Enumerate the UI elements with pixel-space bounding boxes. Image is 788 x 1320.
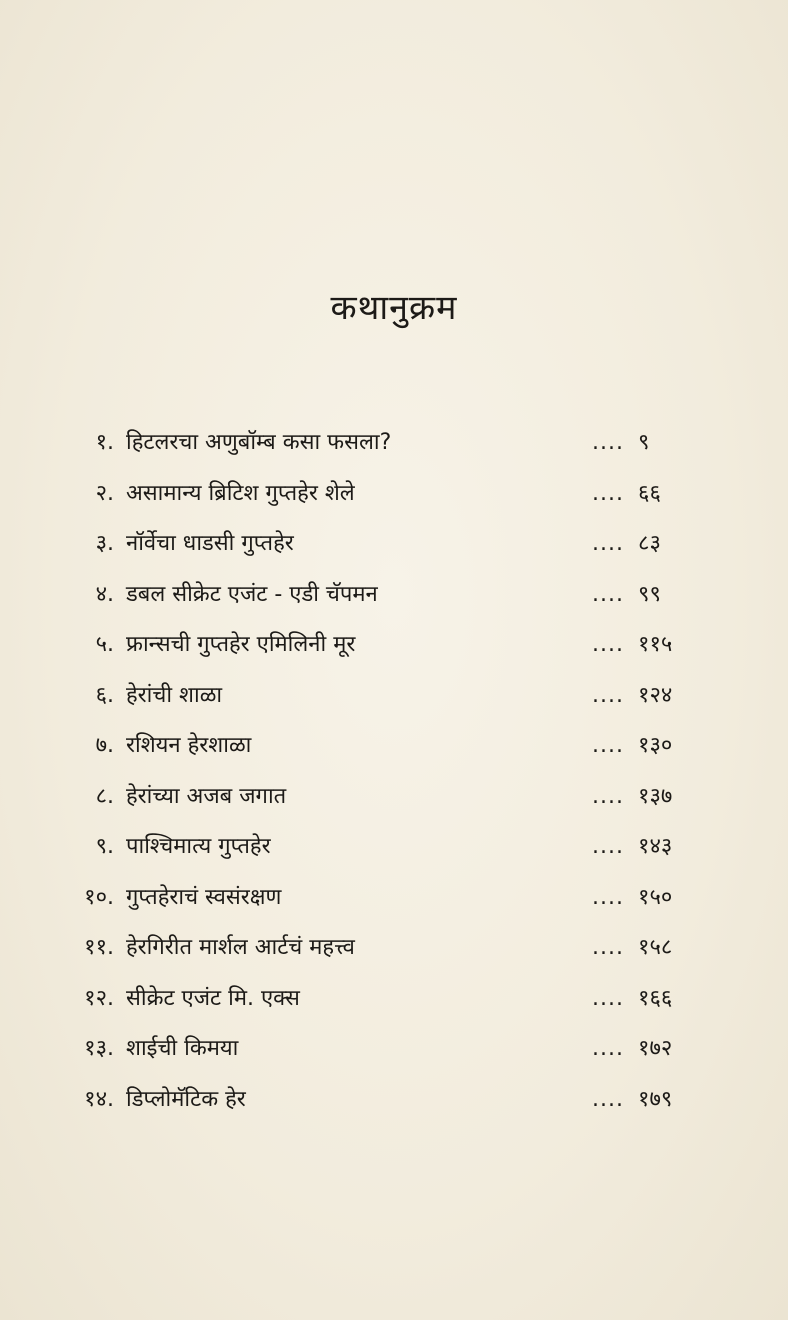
toc-entry-page: १५० xyxy=(638,884,673,910)
toc-entry-number: २. xyxy=(95,480,114,506)
toc-entry-title: हेरांच्या अजब जगात xyxy=(126,783,287,809)
toc-entry-4 xyxy=(0,570,788,621)
toc-entry-1 xyxy=(0,418,788,469)
toc-entry-page: १२४ xyxy=(638,682,673,708)
toc-entry-page: १७९ xyxy=(638,1086,673,1112)
toc-leader-dots: .... xyxy=(592,733,624,758)
toc-leader-dots: .... xyxy=(592,1036,624,1061)
toc-entry-number: ११. xyxy=(84,935,114,960)
toc-entry-13 xyxy=(0,1024,788,1075)
toc-entry-title: असामान्य ब्रिटिश गुप्तहेर शेले xyxy=(126,480,355,506)
toc-entry-page: १४३ xyxy=(638,834,673,859)
toc-entry-2 xyxy=(0,469,788,520)
toc-entry-number: १४. xyxy=(84,1086,114,1112)
toc-entry-title: सीक्रेट एजंट मि. एक्स xyxy=(126,985,300,1011)
toc-entry-page: ९९ xyxy=(638,581,661,607)
toc-entry-title: डबल सीक्रेट एजंट - एडी चॅपमन xyxy=(126,581,378,607)
toc-leader-dots: .... xyxy=(592,632,624,657)
toc-entry-title: शाईची किमया xyxy=(126,1036,239,1061)
toc-leader-dots: .... xyxy=(592,834,624,859)
toc-entry-title: पाश्चिमात्य गुप्तहेर xyxy=(126,834,271,859)
toc-leader-dots: .... xyxy=(592,430,624,455)
toc-entry-number: १. xyxy=(95,430,114,455)
toc-entry-6 xyxy=(0,671,788,722)
toc-entry-title: रशियन हेरशाळा xyxy=(126,733,252,758)
toc-entry-title: डिप्लोमॅटिक हेर xyxy=(126,1086,246,1112)
toc-entry-page: ११५ xyxy=(638,632,673,657)
toc-leader-dots: .... xyxy=(592,884,624,910)
toc-entry-8 xyxy=(0,772,788,823)
toc-leader-dots: .... xyxy=(592,480,624,506)
toc-entry-9 xyxy=(0,822,788,873)
toc-entry-12 xyxy=(0,974,788,1025)
toc-entry-title: नॉर्वेचा धाडसी गुप्तहेर xyxy=(126,531,294,556)
page-title: कथानुक्रम xyxy=(330,288,458,328)
toc-entry-page: १३० xyxy=(638,733,673,758)
toc-entry-page: १६६ xyxy=(638,985,673,1011)
toc-leader-dots: .... xyxy=(592,682,624,708)
toc-entry-number: ७. xyxy=(95,733,114,758)
toc-leader-dots: .... xyxy=(592,935,624,960)
toc-entry-number: ४. xyxy=(95,581,114,607)
toc-entry-page: ६६ xyxy=(638,480,661,506)
toc-entry-number: ६. xyxy=(95,682,114,708)
toc-entry-11 xyxy=(0,923,788,974)
toc-entry-title: हेरांची शाळा xyxy=(126,682,223,708)
toc-entry-number: ३. xyxy=(95,531,114,556)
toc-leader-dots: .... xyxy=(592,783,624,809)
toc-entry-title: हेरगिरीत मार्शल आर्टचं महत्त्व xyxy=(126,935,355,960)
toc-entry-title: हिटलरचा अणुबॉम्ब कसा फसला? xyxy=(126,430,392,455)
table-of-contents xyxy=(0,418,788,1125)
toc-entry-page: १७२ xyxy=(638,1036,673,1061)
toc-entry-14 xyxy=(0,1075,788,1126)
toc-entry-5 xyxy=(0,620,788,671)
toc-entry-title: गुप्तहेराचं स्वसंरक्षण xyxy=(126,884,282,910)
toc-entry-number: ९. xyxy=(95,834,114,859)
toc-entry-number: ५. xyxy=(95,632,114,657)
toc-entry-page: ९ xyxy=(638,430,650,455)
toc-leader-dots: .... xyxy=(592,985,624,1011)
toc-entry-number: १२. xyxy=(84,985,114,1011)
toc-entry-7 xyxy=(0,721,788,772)
toc-leader-dots: .... xyxy=(592,1086,624,1112)
toc-entry-3 xyxy=(0,519,788,570)
toc-entry-10 xyxy=(0,873,788,924)
toc-entry-number: १०. xyxy=(84,884,114,910)
toc-leader-dots: .... xyxy=(592,581,624,607)
toc-leader-dots: .... xyxy=(592,531,624,556)
toc-entry-page: १३७ xyxy=(638,783,673,809)
toc-entry-number: ८. xyxy=(95,783,114,809)
toc-entry-page: १५८ xyxy=(638,935,673,960)
toc-entry-title: फ्रान्सची गुप्तहेर एमिलिनी मूर xyxy=(126,632,356,657)
toc-entry-page: ८३ xyxy=(638,531,661,556)
toc-entry-number: १३. xyxy=(84,1036,114,1061)
